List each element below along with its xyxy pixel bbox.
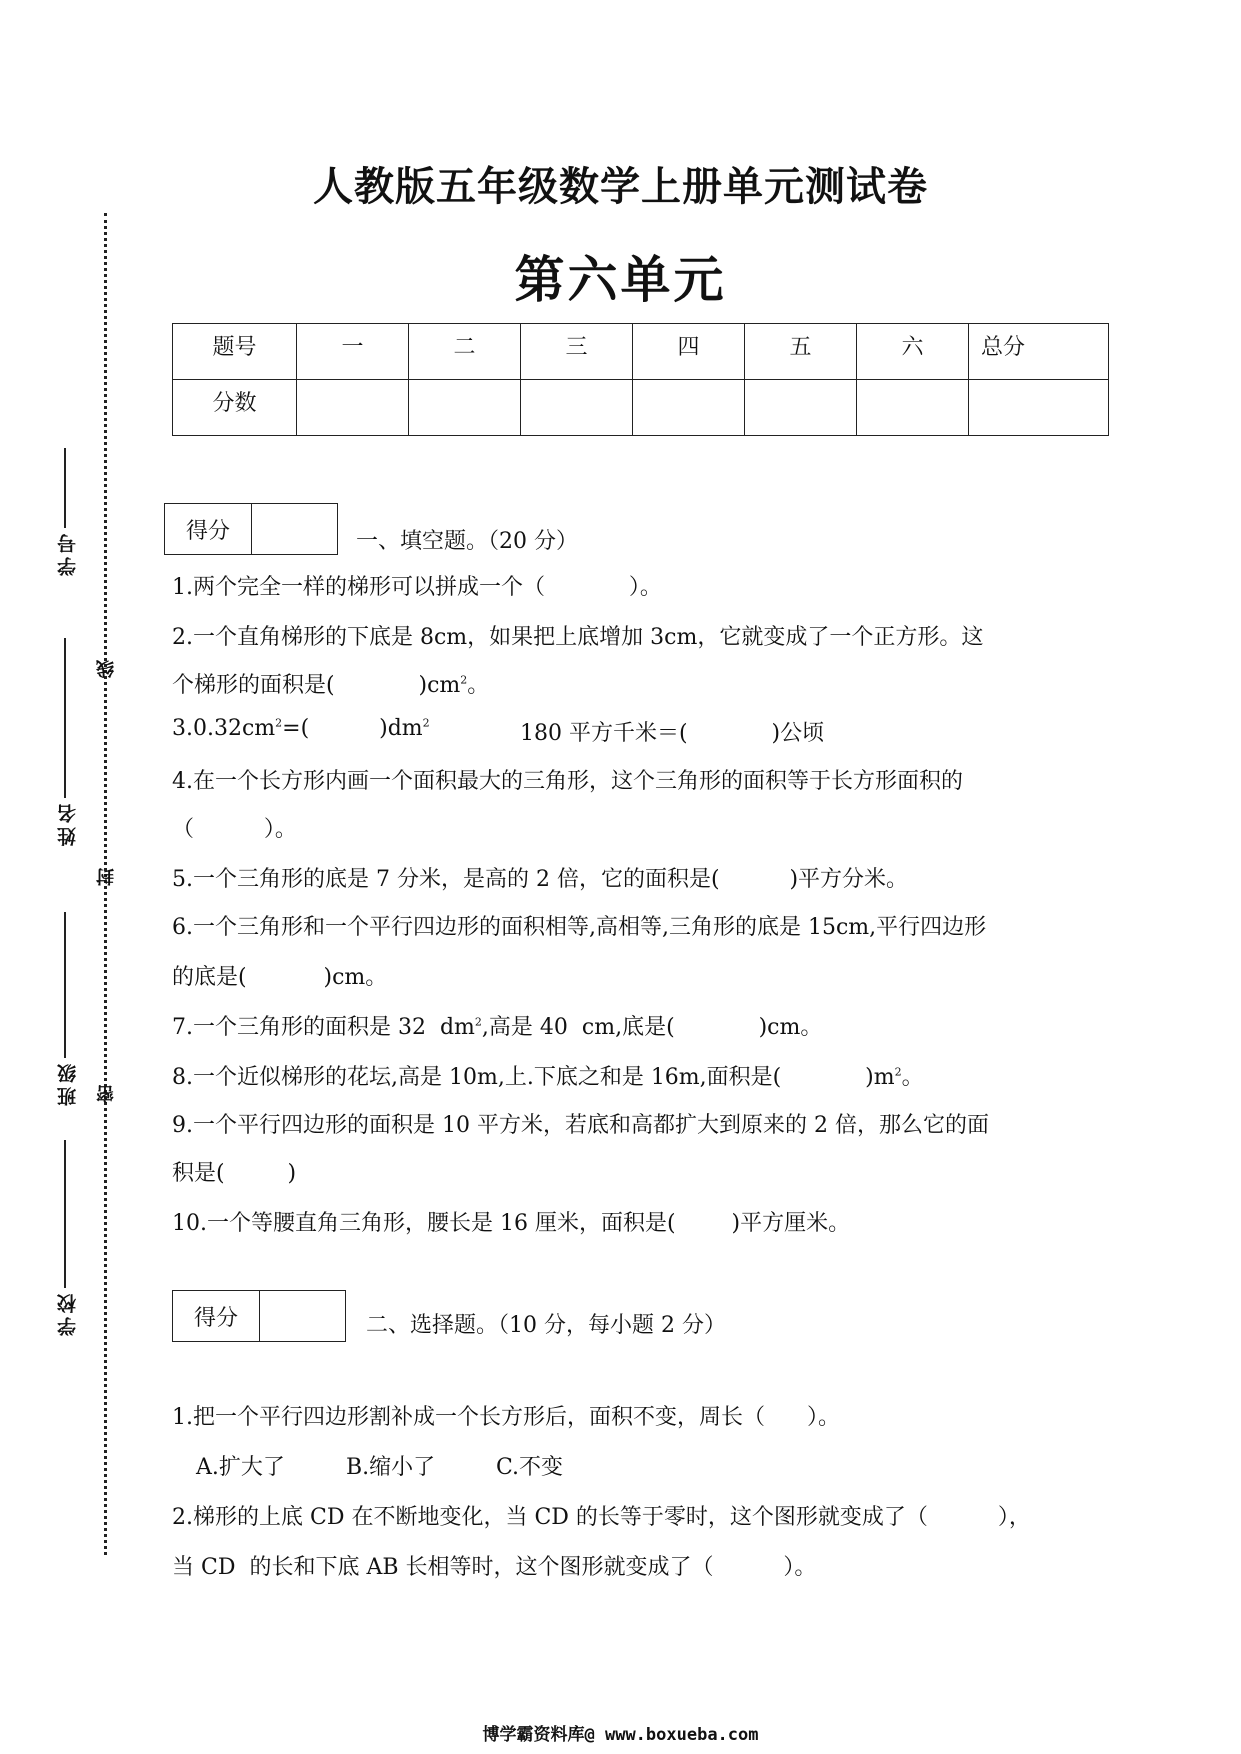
student-id-blank: [64, 448, 66, 528]
question-text: 。: [901, 1065, 924, 1090]
score-table-header-row: [173, 324, 1109, 380]
section2-heading: 二、选择题。（10 分，每小题 2 分）: [366, 1313, 726, 1338]
section2-score-blank[interactable]: [260, 1291, 345, 1341]
score-table-header-cell: 一: [297, 324, 409, 380]
seal-char-line: 线: [96, 660, 117, 678]
question-line: 1.两个完全一样的梯形可以拼成一个（ ）。: [172, 575, 662, 600]
question-line: （ ）。: [172, 817, 297, 842]
question-text: 7.一个三角形的面积是 32 dm: [172, 1015, 475, 1040]
question-line: [172, 1010, 822, 1041]
name-blank: [64, 638, 66, 798]
footer-watermark: 博学霸资料库@ www.boxueba.com: [482, 1725, 759, 1745]
question-text: 个梯形的面积是( )cm: [172, 673, 461, 698]
question-line: 2.梯形的上底 CD 在不断地变化，当 CD 的长等于零时，这个图形就变成了（ ），: [172, 1505, 1031, 1530]
question-line: [172, 716, 430, 741]
question-line: [172, 1060, 924, 1091]
section2-score-box: [172, 1290, 346, 1342]
score-table-header-cell: 题号: [173, 324, 297, 380]
section1-score-box: [164, 503, 338, 555]
superscript: 2: [460, 673, 468, 687]
school-blank: [64, 1140, 66, 1288]
superscript: 2: [894, 1065, 902, 1079]
student-id-label: 学号: [57, 530, 79, 576]
score-cell[interactable]: [409, 380, 521, 436]
section1-heading: 一、填空题。（20 分）: [356, 529, 578, 554]
score-table-score-row: [173, 380, 1109, 436]
question-line: 2.一个直角梯形的下底是 8cm，如果把上底增加 3cm，它就变成了一个正方形。这: [172, 625, 984, 650]
question-text: 3.0.32cm: [172, 716, 276, 741]
superscript: 2: [474, 1015, 482, 1029]
class-label: 班级: [57, 1060, 79, 1106]
choice-option: C.不变: [496, 1455, 564, 1480]
superscript: 2: [275, 716, 283, 730]
question-line: 1.把一个平行四边形割补成一个长方形后，面积不变，周长（ ）。: [172, 1405, 840, 1430]
school-label: 学校: [57, 1290, 79, 1336]
question-line: 10.一个等腰直角三角形，腰长是 16 厘米，面积是( )平方厘米。: [172, 1211, 851, 1236]
question-line: 当 CD 的长和下底 AB 长相等时，这个图形就变成了（ ）。: [172, 1555, 817, 1580]
seal-char-seal: 封: [96, 868, 117, 886]
section1-score-label: 得分: [165, 504, 252, 554]
unit-title: 第六单元: [514, 251, 727, 309]
choice-option: B.缩小了: [346, 1455, 436, 1480]
question-line: 4.在一个长方形内画一个面积最大的三角形，这个三角形的面积等于长方形面积的: [172, 769, 963, 794]
name-label: 姓名: [57, 800, 79, 846]
question-text: 8.一个近似梯形的花坛,高是 10m,上.下底之和是 16m,面积是( )m: [172, 1065, 895, 1090]
score-table-header-cell: 三: [521, 324, 633, 380]
question-line: 9.一个平行四边形的面积是 10 平方米，若底和高都扩大到原来的 2 倍，那么它的面: [172, 1113, 989, 1138]
seal-char-secret: 密: [96, 1085, 117, 1103]
page-title: 人教版五年级数学上册单元测试卷: [313, 164, 928, 210]
class-blank: [64, 912, 66, 1058]
question-line: 5.一个三角形的底是 7 分米，是高的 2 倍，它的面积是( )平方分米。: [172, 867, 909, 892]
score-cell[interactable]: [745, 380, 857, 436]
score-table-header-cell: 四: [633, 324, 745, 380]
question-line: 积是( ): [172, 1161, 297, 1186]
score-table-header-cell: 总分: [969, 324, 1109, 380]
score-table-header-cell: 二: [409, 324, 521, 380]
section1-score-blank[interactable]: [252, 504, 337, 554]
question-line: 个梯形的面积是( )$cm^2$。: [172, 673, 490, 698]
score-table-header-cell: 五: [745, 324, 857, 380]
score-table: [172, 323, 1109, 436]
question-line: 6.一个三角形和一个平行四边形的面积相等,高相等,三角形的底是 15cm,平行四边形: [172, 915, 987, 940]
question-line: 180 平方千米＝( )公顷: [520, 721, 825, 746]
score-row-label: 分数: [173, 380, 297, 436]
question-line: 的底是( )cm。: [172, 965, 388, 990]
score-cell[interactable]: [521, 380, 633, 436]
score-cell[interactable]: [969, 380, 1109, 436]
question-text: =( )dm: [282, 716, 423, 741]
score-cell[interactable]: [633, 380, 745, 436]
score-table-header-cell: 六: [857, 324, 969, 380]
score-cell[interactable]: [857, 380, 969, 436]
question-text: ,高是 40 cm,底是( )cm。: [481, 1015, 823, 1040]
score-cell[interactable]: [297, 380, 409, 436]
section2-score-label: 得分: [173, 1291, 260, 1341]
superscript: 2: [422, 716, 430, 730]
choice-option: A.扩大了: [196, 1455, 285, 1480]
